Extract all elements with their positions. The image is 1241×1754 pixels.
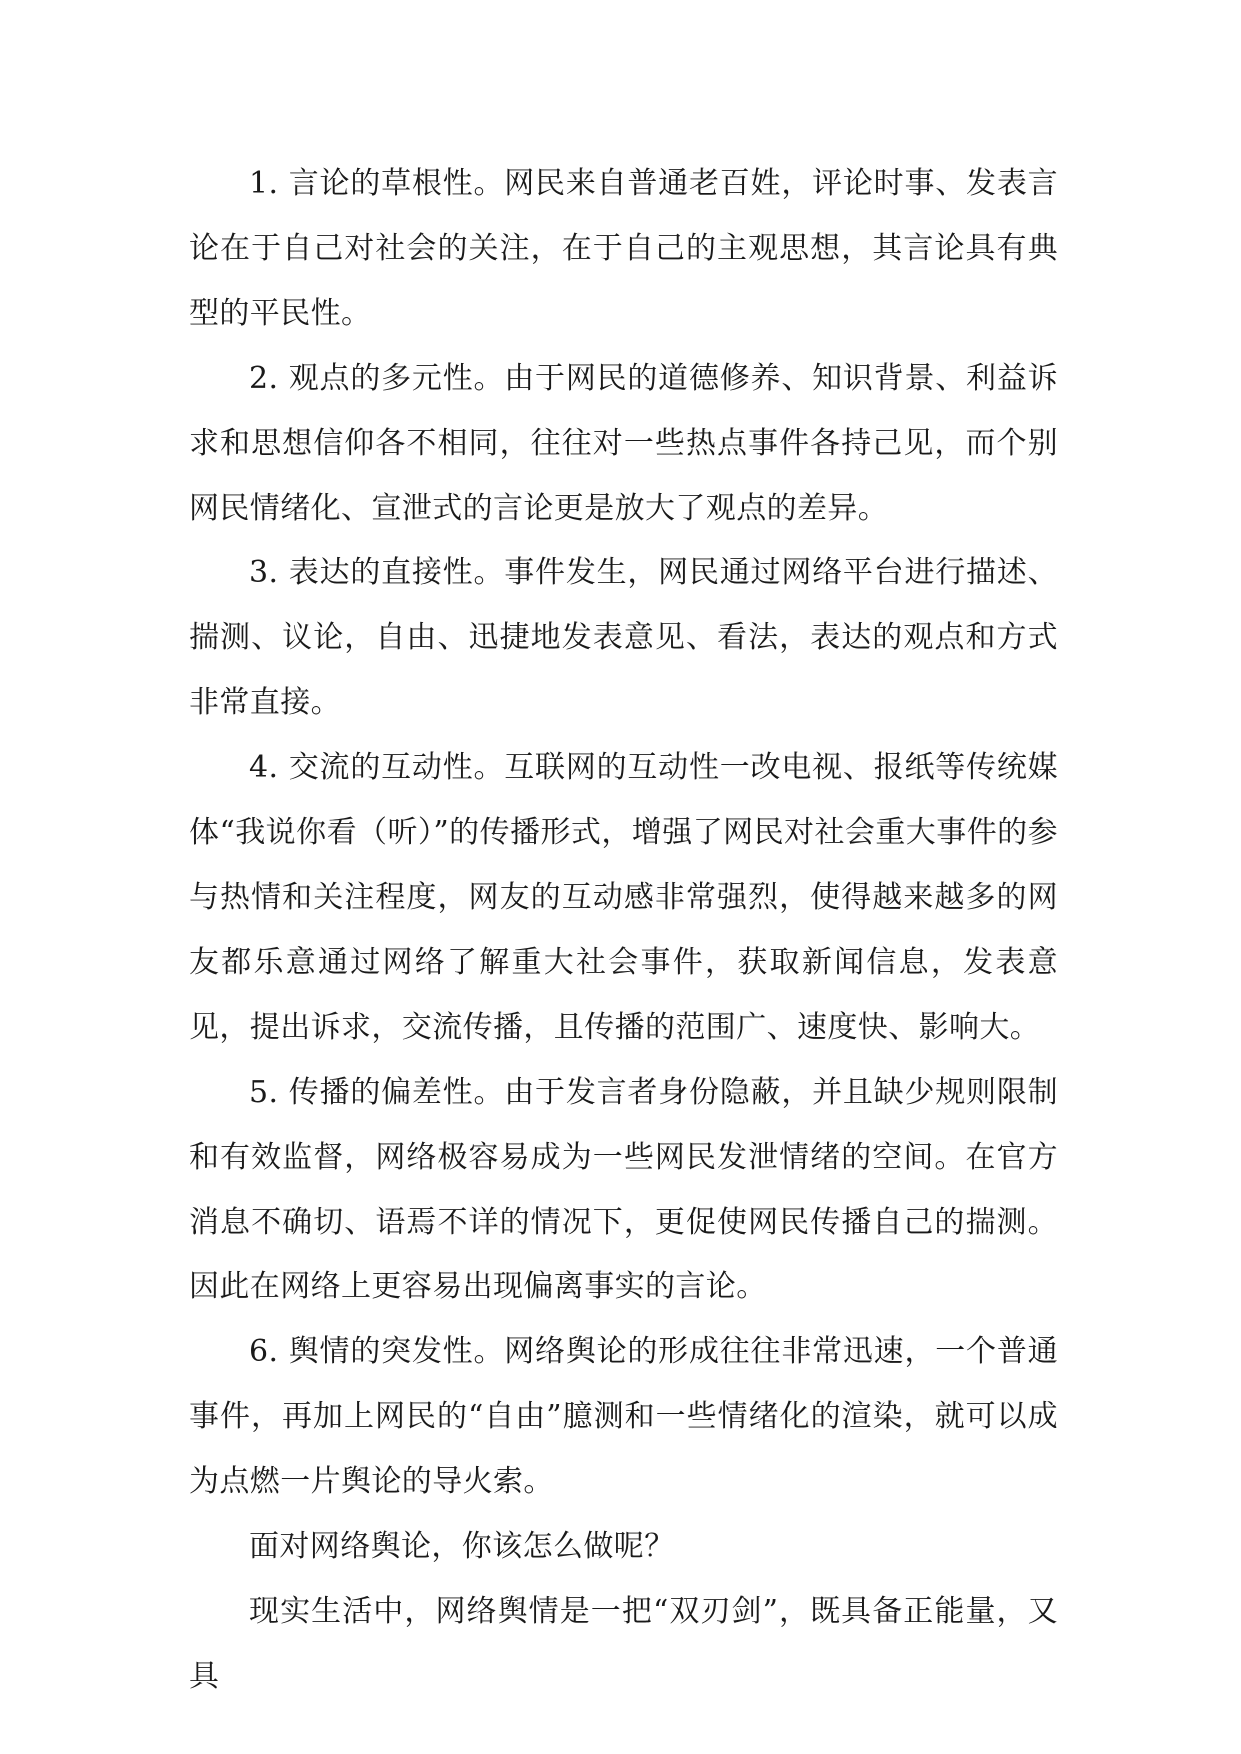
paragraph-question: 面对网络舆论，你该怎么做呢？ bbox=[249, 1529, 675, 1565]
paragraph-interactivity: 4. 交流的互动性。互联网的互动性一改电视、报纸等传统媒体“我说你看（听）”的传播形式，增强了网民对社会重大事件的参与热情和关注程度，网友的互动感非常强烈，使得越来越多的网友都乐意通过网络了解重大社会事件，获取新闻信息，发表意见，提出诉求，交流传播，且传播的范围广、速度快、影响大。 bbox=[189, 750, 1058, 1045]
document-body bbox=[189, 152, 1058, 1710]
paragraph-directness: 3. 表达的直接性。事件发生，网民通过网络平台进行描述、揣测、议论，自由、迅捷地发表意见、看法，表达的观点和方式非常直接。 bbox=[189, 555, 1058, 721]
paragraph-deviation: 5. 传播的偏差性。由于发言者身份隐蔽，并且缺少规则限制和有效监督，网络极容易成为一些网民发泄情绪的空间。在官方消息不确切、语焉不详的情况下，更促使网民传播自己的揣测。因此在网络上更容易出现偏离事实的言论。 bbox=[189, 1074, 1058, 1305]
paragraph-grassroots: 1. 言论的草根性。网民来自普通老百姓，评论时事、发表言论在于自己对社会的关注，在于自己的主观思想，其言论具有典型的平民性。 bbox=[189, 166, 1058, 331]
paragraph-double-edged: 现实生活中，网络舆情是一把“双刃剑”，既具备正能量，又具 bbox=[189, 1593, 1058, 1694]
paragraph-suddenness: 6. 舆情的突发性。网络舆论的形成往往非常迅速，一个普通事件，再加上网民的“自由”臆测和一些情绪化的渲染，就可以成为点燃一片舆论的导火索。 bbox=[189, 1334, 1058, 1500]
paragraph-diversity: 2. 观点的多元性。由于网民的道德修养、知识背景、利益诉求和思想信仰各不相同，往往对一些热点事件各持己见，而个别网民情绪化、宣泄式的言论更是放大了观点的差异。 bbox=[189, 360, 1058, 526]
